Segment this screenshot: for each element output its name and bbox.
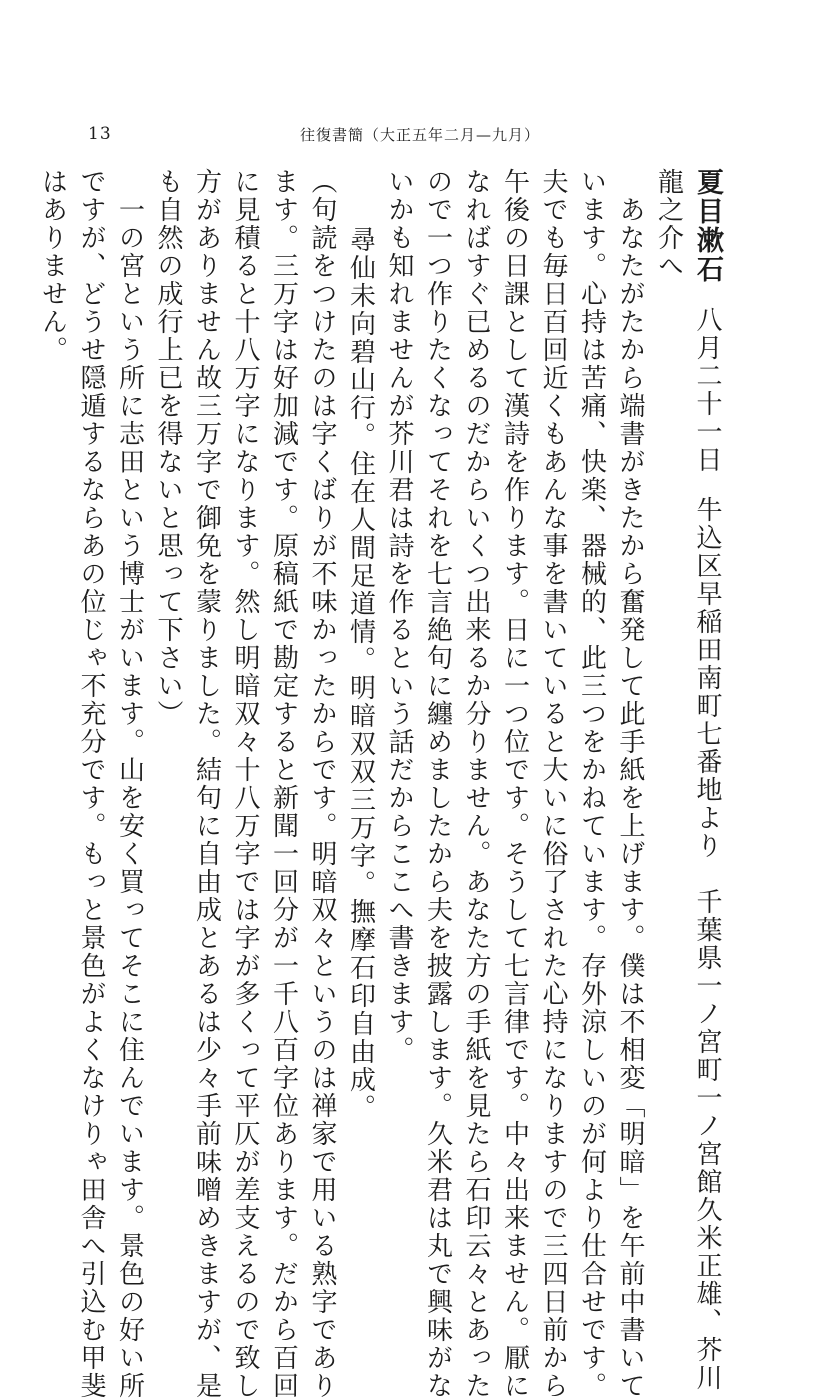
text-column: （句読をつけたのは字くばりが不味かったからです。明暗双々というのは禅家で用いる熟字であり [307, 168, 337, 1400]
text-column: なればすぐ已めるのだからいくつ出来るか分りません。あなた方の手紙を見たら石印云々とあった [461, 168, 491, 1400]
text-column: 午後の日課として漢詩を作ります。日に一つ位です。そうして七言律です。中々出来ません。厭に [499, 168, 530, 1400]
letter-body [37, 168, 724, 1400]
letter-date: 八月二十一日 [692, 306, 722, 474]
running-head: 往復書簡（大正五年二月—九月） [300, 126, 541, 144]
text-column: はありません。 [37, 168, 68, 364]
text-column: 一の宮という所に志田という博士がいます。山を安く買ってそこに住んでいます。景色の好い所 [114, 168, 145, 1400]
text-column: も自然の成行上已を得ないと思って下さい） [153, 168, 183, 728]
page-number: 13 [88, 124, 112, 144]
text-column: ですが、どうせ隠遁するならあの位じゃ不充分です。もっと景色がよくなけりゃ田舎へ引込む甲斐 [76, 168, 106, 1400]
letter-heading [690, 168, 724, 1392]
text-column: 夫でも毎日百回近くもあんな事を書いていると大いに俗了された心持になりますので三四日前から [538, 168, 568, 1400]
text-column: ます。三万字は好加減です。原稿紙で勘定すると新聞一回分が一千八百字位あります。だから百回 [268, 168, 299, 1400]
letter-writer: 夏目漱石 [692, 168, 723, 284]
text-column: います。心持は苦痛、快楽、器械的、此三つをかねています。存外涼しいのが何より仕合せです。 [576, 168, 607, 1400]
text-column: 方がありません故三万字で御免を蒙りました。結句に自由成とあるは少々手前味噌めきますが、是 [191, 168, 222, 1400]
text-column: いかも知れませんが芥川君は詩を作るという話だからここへ書きます。 [384, 168, 414, 1064]
text-column: に見積ると十八万字になります。然し明暗双々十八万字では字が多くって平仄が差支えるので致し [230, 168, 260, 1400]
letter-address: 牛込区早稲田南町七番地より 千葉県一ノ宮町一ノ宮館久米正雄、芥川 [692, 496, 722, 1392]
text-column: ので一つ作りたくなってそれを七言絶句に纏めましたから夫を披露します。久米君は丸で興味がな [422, 168, 453, 1400]
text-column: 龍之介へ [653, 168, 684, 280]
text-column: あなたがたから端書がきたから奮発して此手紙を上げます。僕は不相変「明暗」を午前中書いて [615, 168, 645, 1400]
poem-line: 尋仙未向碧山行。住在人間足道情。明暗双双三万字。撫摩石印自由成。 [345, 198, 376, 1122]
